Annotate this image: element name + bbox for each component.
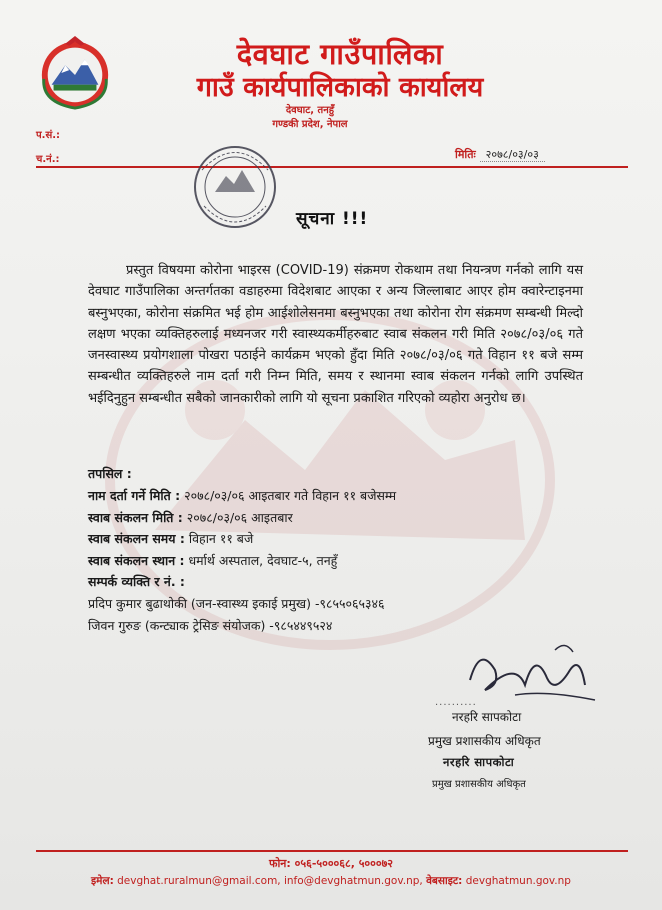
nepal-emblem-logo — [36, 34, 114, 112]
cn-label: च.नं.: — [36, 154, 60, 165]
date-label: मितिः — [455, 148, 476, 161]
footer-divider — [36, 850, 628, 852]
header-divider — [36, 166, 628, 168]
notice-body — [88, 260, 583, 409]
website-label: वेबसाइट: — [426, 875, 463, 887]
website-value: devghatmun.gov.np — [465, 875, 571, 887]
office-address — [220, 104, 400, 132]
detail-label: सम्पर्क व्यक्ति र नं. : — [88, 574, 185, 590]
signer-name: नरहरि सापकोटा — [452, 710, 522, 724]
office-name-line2: गाउँ कार्यपालिकाको कार्यालय — [196, 72, 484, 103]
notice-body-paragraph: प्रस्तुत विषयमा कोरोना भाइरस (COVID-19) संक्रमण रोकथाम तथा नियन्त्रण गर्नको लागि यस देवघाट गाउँपालिका अन्तर्गतका वडाहरुमा विदेशबाट आएका र अन्य जिल्लाबाट आएर होम क्वारेन्टाइनमा बस्नुभएका, कोरोना संक्रमित भई होम आईशोलेसनमा बस्नुभएका तथा कोरोना रोग संक्रमण सम्बन्धी मिल्दो लक्षण भएका व्यक्तिहरुलाई मध्यनजर गरी स्वास्थ्यकर्मीहरुबाट स्वाब संकलन गरी मिति २०७८/०३/०६ गते जनस्वास्थ्य प्रयोगशाला पोखरा पठाईने कार्यक्रम भएको हुँदा मिति २०७८/०३/०६ गते विहान ११ बजे सम्म सम्बन्धीत व्यक्तिहरुले नाम दर्ता गरी निम्न मिति, समय र स्थानमा स्वाब संकलन गर्नको लागि उपस्थित भईदिनुहुन सम्बन्धीत सबैको जानकारीको लागि यो सूचना प्रकाशित गरिएको व्यहोरा अनुरोध छ। — [88, 263, 583, 406]
phone-value: ०५६-५०००६८, ५०००७२ — [294, 857, 394, 870]
footer-contact — [0, 874, 662, 888]
detail-row — [88, 550, 588, 572]
phone-label: फोन: — [268, 857, 291, 870]
dispatch-number-field — [36, 151, 60, 165]
office-stamp-icon — [190, 140, 280, 235]
signature-line: .......... — [435, 697, 477, 708]
detail-row — [88, 507, 588, 529]
details-section — [88, 463, 588, 636]
detail-label: स्वाब संकलन समय : — [88, 531, 185, 547]
reference-number-field — [36, 127, 60, 141]
signer-title: प्रमुख प्रशासकीय अधिकृत — [428, 734, 541, 748]
office-name-line1: देवघाट गाउँपालिका — [236, 37, 444, 71]
office-name — [140, 36, 540, 104]
date-value: २०७८/०३/०३ — [480, 148, 545, 162]
address-line2: गण्डकी प्रदेश, नेपाल — [272, 119, 348, 130]
date-field — [455, 147, 545, 162]
email-value: devghat.ruralmun@gmail.com, info@devghatmun.gov.np, — [117, 875, 423, 887]
detail-value: २०७८/०३/०६ आइतबार — [182, 509, 293, 525]
detail-label: स्वाब संकलन स्थान : — [88, 552, 185, 568]
detail-label: नाम दर्ता गर्ने मिति : — [88, 488, 181, 503]
detail-value: विहान ११ बजे — [184, 531, 254, 547]
detail-row — [88, 485, 588, 507]
address-line1: देवघाट, तनहुँ — [285, 105, 335, 116]
ps-label: प.सं.: — [36, 130, 61, 141]
detail-label: स्वाब संकलन मिति : — [88, 509, 183, 525]
detail-value: धर्मार्थ अस्पताल, देवघाट-५, तनहुँ — [184, 552, 338, 568]
details-heading: तपसिल : — [88, 466, 132, 481]
detail-row — [88, 528, 588, 550]
contact-row: प्रदिप कुमार बुढाथोकी (जन-स्वास्थ्य इकाई प्रमुख) -९८५५०६५३४६ — [88, 595, 385, 611]
notice-title: सूचना !!! — [296, 209, 369, 229]
email-label: इमेल: — [91, 875, 114, 887]
detail-value: २०७८/०३/०६ आइतबार गते विहान ११ बजेसम्म — [180, 488, 397, 503]
contact-row: जिवन गुरुङ (कन्ट्याक ट्रेसिङ संयोजक) -९८५४४९५२४ — [88, 617, 333, 633]
footer-phone — [0, 856, 662, 871]
signer-stamp-name: नरहरि सापकोटा — [443, 755, 515, 769]
detail-row — [88, 571, 588, 593]
signer-stamp-title: प्रमुख प्रशासकीय अधिकृत — [432, 779, 526, 790]
